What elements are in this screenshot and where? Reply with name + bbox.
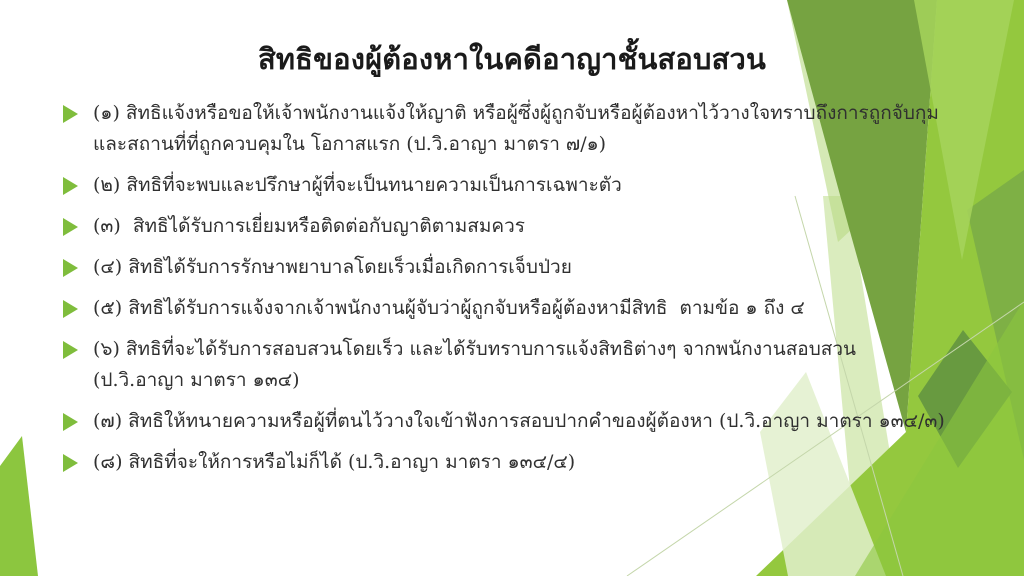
bullet-arrow-icon — [63, 259, 78, 277]
bullet-item-3 — [63, 211, 948, 242]
bullet-arrow-icon — [63, 454, 78, 472]
bullet-text: (๘) สิทธิที่จะให้การหรือไม่ก็ได้ (ป.วิ.อาญา มาตรา ๑๓๔/๔) — [93, 451, 576, 473]
bullet-text: (๑) สิทธิแจ้งหรือขอให้เจ้าพนักงานแจ้งให้ญาติ หรือผู้ซึ่งผู้ถูกจับหรือผู้ต้องหาไว้วางใจทราบถึงการถูกจับกุมและสถานที่ที่ถูกควบคุมใน โอกาสแรก (ป.วิ.อาญา มาตรา ๗/๑) — [93, 102, 939, 155]
bullet-text: (๖) สิทธิที่จะได้รับการสอบสวนโดยเร็ว และได้รับทราบการแจ้งสิทธิต่างๆ จากพนักงานสอบสวน (ป.วิ.อาญา มาตรา ๑๓๔) — [93, 338, 863, 391]
bullet-list — [63, 98, 948, 488]
bullet-text: (๕) สิทธิได้รับการแจ้งจากเจ้าพนักงานผู้จับว่าผู้ถูกจับหรือผู้ต้องหามีสิทธิ ตามข้อ ๑ ถึง ๔ — [93, 297, 805, 319]
bullet-item-5 — [63, 293, 948, 324]
bullet-arrow-icon — [63, 177, 78, 195]
bullet-item-1 — [63, 98, 948, 160]
bullet-item-8 — [63, 447, 948, 478]
bullet-item-4 — [63, 252, 948, 283]
bullet-arrow-icon — [63, 413, 78, 431]
bullet-text: (๗) สิทธิให้ทนายความหรือผู้ที่ตนไว้วางใจเข้าฟังการสอบปากคำของผู้ต้องหา (ป.วิ.อาญา มาตรา ๑๓๔/๓) — [93, 410, 945, 432]
bullet-item-2 — [63, 170, 948, 201]
bullet-arrow-icon — [63, 105, 78, 123]
bullet-arrow-icon — [63, 300, 78, 318]
bullet-text: (๔) สิทธิได้รับการรักษาพยาบาลโดยเร็วเมื่อเกิดการเจ็บป่วย — [93, 256, 572, 278]
slide-title: สิทธิของผู้ต้องหาในคดีอาญาชั้นสอบสวน — [257, 42, 767, 76]
bullet-arrow-icon — [63, 218, 78, 236]
bullet-text: (๓) สิทธิได้รับการเยี่ยมหรือติดต่อกับญาติตามสมควร — [93, 215, 525, 237]
bullet-item-7 — [63, 406, 948, 437]
bullet-arrow-icon — [63, 341, 78, 359]
bullet-item-6 — [63, 334, 948, 396]
bullet-text: (๒) สิทธิที่จะพบและปรึกษาผู้ที่จะเป็นทนายความเป็นการเฉพาะตัว — [93, 174, 622, 196]
